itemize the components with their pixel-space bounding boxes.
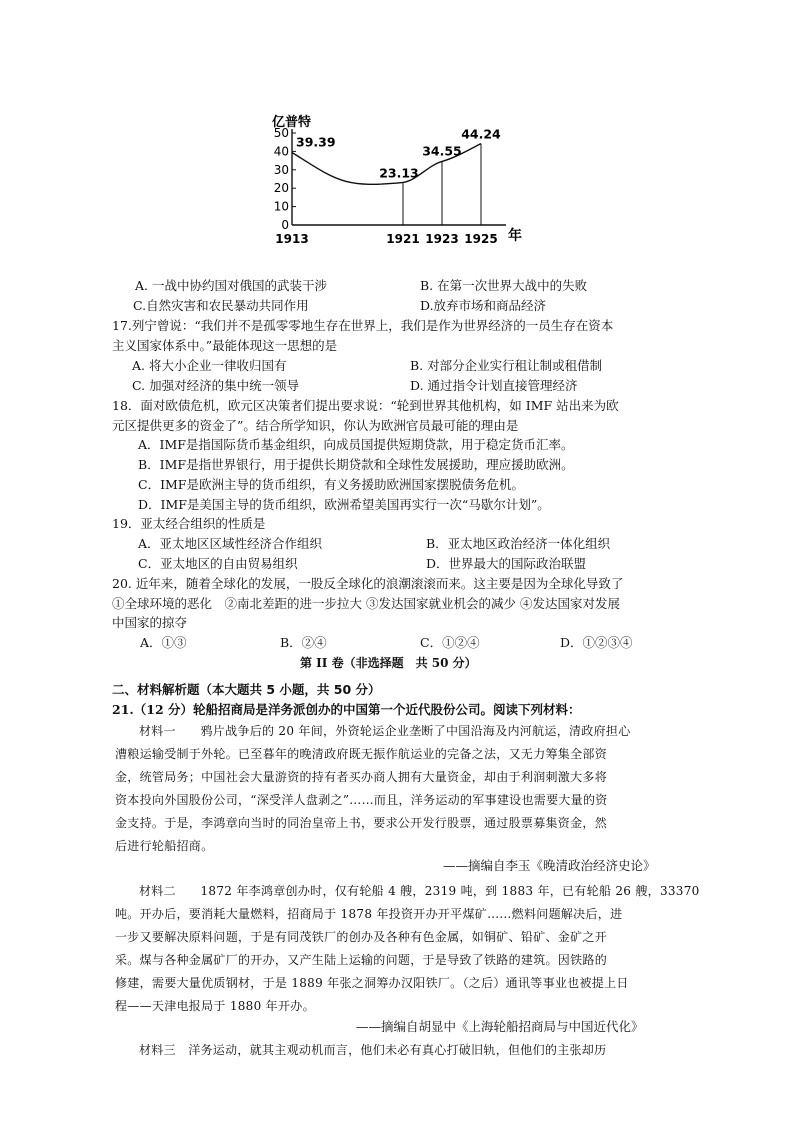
- q18-stem-line1: 18．面对欧债危机，欧元区决策者们提出要求说：“轮到世界其他机构，如 IMF 站出来为欧: [112, 398, 619, 413]
- q20-stem-line3: 中国家的掠夺: [112, 615, 188, 630]
- data-label: 39.39: [296, 134, 336, 150]
- q20-option-a: A．①③: [140, 635, 187, 650]
- q21-material2-line2: 吨。开办后，要消耗大量燃料，招商局于 1878 年投资开办开平煤矿……燃料问题解决后，进: [115, 907, 623, 921]
- q17-stem-line1: 17.列宁曾说：“我们并不是孤零零地生存在世界上，我们是作为世界经济的一员生存在资本: [112, 318, 614, 333]
- q21-material1-line6: 后进行轮船招商。: [115, 839, 214, 853]
- q19-option-b: B．亚太地区政治经济一体化组织: [426, 536, 611, 551]
- y-tick-label: 50: [273, 126, 289, 140]
- y-axis-label: 亿普特: [272, 115, 312, 130]
- q21-material2-line6: 程——天津电报局于 1880 年开办。: [115, 999, 315, 1013]
- q21-material2-line1: 材料二 1872 年李鸿章创办时，仅有轮船 4 艘，2319 吨，到 1883 年，已有轮船 26 艘，33370: [139, 884, 700, 898]
- q20-stem-line2: ①全球环境的恶化 ②南北差距的进一步拉大 ③发达国家就业机会的减少 ④发达国家对发展: [112, 596, 620, 611]
- q21-material1-line3: 金，统管局务；中国社会大量游资的持有者买办商人拥有大量资金，却由于利润刺激大多将: [115, 770, 608, 784]
- output-line-chart: [270, 112, 530, 252]
- x-tick-label: 1913: [275, 232, 309, 246]
- q18-option-b: B．IMF是指世界银行，用于提供长期贷款和全球性发展援助，理应援助欧洲。: [138, 457, 574, 472]
- q17-option-d: D. 通过指令计划直接管理经济: [410, 378, 578, 393]
- data-label: 23.13: [379, 165, 419, 181]
- q21-stem: 21.（12 分）轮船招商局是洋务派创办的中国第一个近代股份公司。阅读下列材料：: [112, 702, 581, 717]
- q21-material3-line1: 材料三 洋务运动，就其主观动机而言，他们未必有真心打破旧轨，但他们的主张却历: [139, 1043, 607, 1057]
- q17-stem-line2: 主义国家体系中。”最能体现这一思想的是: [112, 338, 338, 353]
- section2-title: 二、材料解析题（本大题共 5 小题，共 50 分）: [112, 682, 381, 697]
- y-tick-label: 40: [273, 144, 289, 159]
- q17-option-b: B. 对部分企业实行租让制或租借制: [410, 358, 603, 373]
- q21-material2-line5: 修建，需要大量优质钢材，于是 1889 年张之洞筹办汉阳铁厂。（之后）通讯等事业也被提上日: [115, 976, 629, 990]
- q21-source1: ——摘编自李玉《晚清政治经济史论》: [443, 858, 656, 873]
- q20-option-b: B．②④: [280, 635, 327, 650]
- q17-option-c: C. 加强对经济的集中统一领导: [132, 378, 300, 393]
- q19-option-a: A．亚太地区区域性经济合作组织: [138, 536, 323, 551]
- q20-option-c: C．①②④: [420, 635, 480, 650]
- q21-material1-line1: 材料一 鸦片战争后的 20 年间，外资轮运企业垄断了中国沿海及内河航运，清政府担心: [139, 724, 631, 738]
- q16-option-b: B. 在第一次世界大战中的失败: [420, 278, 588, 293]
- y-tick-label: 30: [273, 162, 289, 177]
- data-label: 44.24: [461, 126, 501, 142]
- q20-stem-line1: 20. 近年来，随着全球化的发展，一股反全球化的浪潮滚滚而来。这主要是因为全球化导致了: [112, 576, 624, 591]
- q21-material1-line4: 资本投向外国股份公司，“深受洋人盘剥之”……而且，洋务运动的军事建设也需要大量的资: [115, 793, 608, 807]
- part2-title: 第 II 卷（非选择题 共 50 分）: [300, 656, 477, 670]
- q21-material1-line5: 金支持。于是，李鸿章向当时的同治皇帝上书，要求公开发行股票，通过股票募集资金，然: [115, 816, 608, 830]
- q21-material2-line4: 采。煤与各种金属矿厂的开办，又产生陆上运输的问题，于是导致了铁路的建筑。因铁路的: [115, 953, 608, 967]
- y-tick-label: 10: [273, 199, 289, 214]
- q20-option-d: D．①②③④: [560, 635, 633, 650]
- q18-stem-line2: 元区提供更多的资金了”。结合所学知识，你认为欧洲官员最可能的理由是: [112, 418, 519, 433]
- x-tick-label: 1925: [464, 232, 498, 246]
- q21-source2: ——摘编自胡显中《上海轮船招商局与中国近代化》: [356, 1019, 644, 1034]
- q16-option-d: D.放弃市场和商品经济: [420, 298, 547, 313]
- q18-option-a: A．IMF是指国际货币基金组织，向成员国提供短期贷款，用于稳定货币汇率。: [138, 437, 574, 452]
- y-tick-label: 20: [273, 181, 289, 196]
- q18-option-d: D．IMF是美国主导的货币组织，欧洲希望美国再实行一次“马歇尔计划”。: [138, 497, 550, 512]
- q16-option-a: A. 一战中协约国对俄国的武装干涉: [135, 278, 327, 293]
- x-tick-label: 1921: [386, 232, 420, 246]
- q17-option-a: A. 将大小企业一律收归国有: [132, 358, 287, 373]
- x-axis-label: 年: [508, 228, 522, 244]
- q18-option-c: C．IMF是欧洲主导的货币组织，有义务援助欧洲国家摆脱债务危机。: [138, 477, 524, 492]
- q19-option-c: C．亚太地区的自由贸易组织: [138, 556, 298, 571]
- q21-material2-line3: 一步又要解决原料问题，于是有同茂铁厂的创办及各种有色金属，如铜矿、铅矿、金矿之开: [115, 930, 608, 944]
- q21-material1-line2: 漕粮运输受制于外轮。已至暮年的晚清政府既无振作航运业的完备之法，又无力筹集全部资: [115, 747, 608, 761]
- q16-option-c: C.自然灾害和农民暴动共同作用: [133, 298, 309, 313]
- q19-stem: 19．亚太经合组织的性质是: [112, 516, 266, 531]
- x-tick-label: 1923: [425, 232, 459, 246]
- q19-option-d: D．世界最大的国际政治联盟: [426, 556, 587, 571]
- y-tick-label: 0: [281, 218, 289, 232]
- data-label: 34.55: [422, 143, 462, 159]
